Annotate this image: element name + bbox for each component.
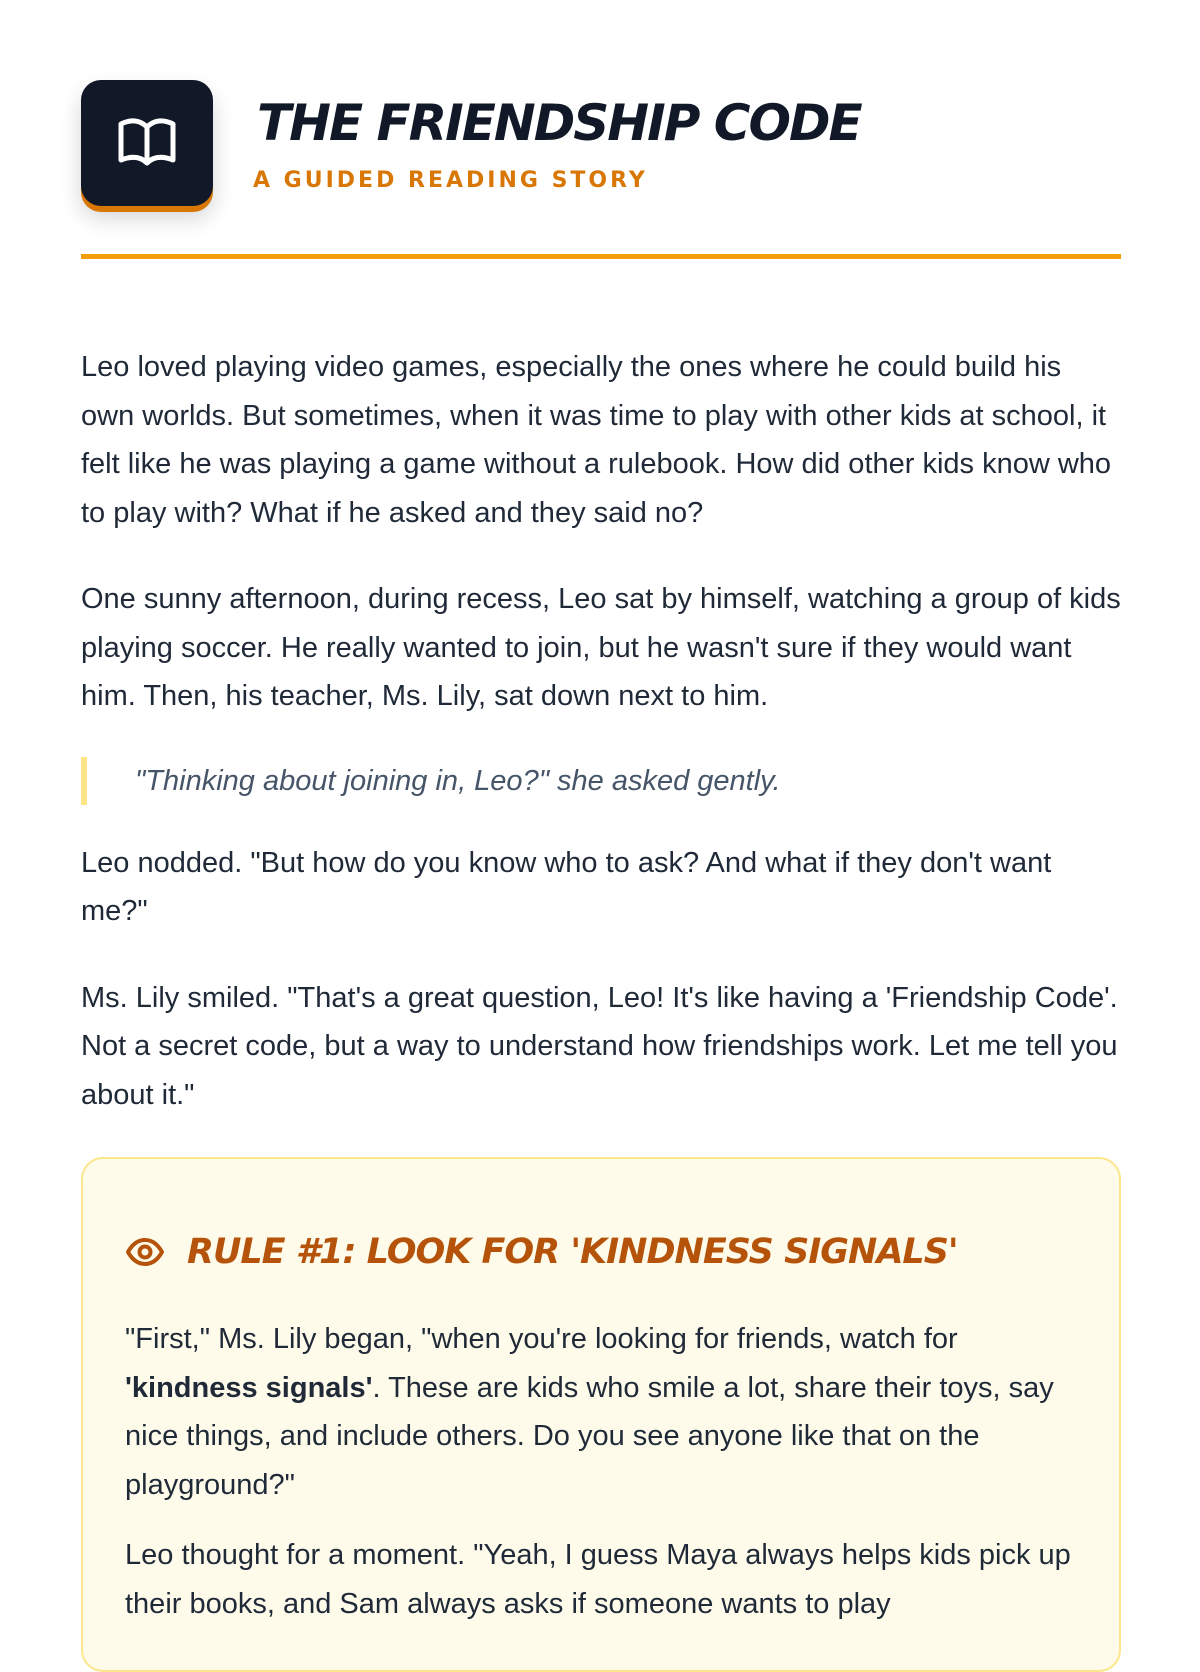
story-paragraph-1: Leo loved playing video games, especially the ones where he could build his own worlds. But sometimes, when it was time to play with other kids at school, it felt like he was playing a game without a rulebook. How did other kids know who to play with? What if he asked and they said no? (81, 351, 1112, 529)
header-divider (81, 254, 1121, 259)
rule-paragraph-1-text-after: . These are kids who smile a lot, share their toys, say nice things, and include others. Do you see anyone like that on the playground?" (125, 1371, 1054, 1501)
rule-title (125, 1203, 1077, 1301)
book-logo (81, 80, 213, 206)
story-content (81, 343, 1121, 1672)
rule-paragraph-1-text-before: "First," Ms. Lily began, "when you're looking for friends, watch for (125, 1323, 958, 1356)
page-title: THE FRIENDSHIP CODE (257, 94, 861, 152)
rule-paragraph-2: Leo thought for a moment. "Yeah, I guess Maya always helps kids pick up their books, and Sam always asks if someone wants to play (125, 1539, 1071, 1620)
book-icon (111, 107, 183, 179)
story-paragraph-2: One sunny afternoon, during recess, Leo sat by himself, watching a group of kids playing soccer. He really wanted to join, but he wasn't sure if they would want him. Then, his teacher, Ms. Lily, sat down next to him. (81, 583, 1121, 712)
story-paragraph-3: Leo nodded. "But how do you know who to ask? And what if they don't want me?" (81, 846, 1052, 927)
story-paragraph-4: Ms. Lily smiled. "That's a great question, Leo! It's like having a 'Friendship Code'. Not a secret code, but a way to understand how friendships work. Let me tell you about it." (81, 981, 1118, 1111)
story-header (81, 80, 1121, 260)
rule-heading: RULE #1: LOOK FOR 'KINDNESS SIGNALS' (187, 1232, 958, 1273)
kindness-signals-term: 'kindness signals' (125, 1371, 373, 1404)
rule-card-kindness-signals (81, 1157, 1121, 1672)
teacher-quote: "Thinking about joining in, Leo?" she asked gently. (81, 757, 1121, 805)
eye-icon (125, 1232, 165, 1272)
rule-paragraph-1 (125, 1315, 1077, 1509)
page-subtitle: A GUIDED READING STORY (253, 168, 648, 193)
